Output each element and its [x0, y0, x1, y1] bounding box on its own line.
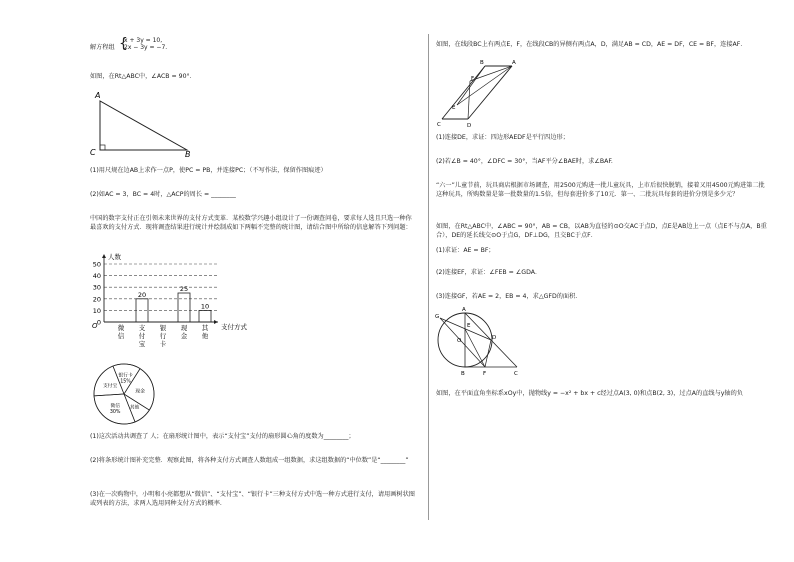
system-label: 解方程组 [90, 44, 115, 51]
survey-q2: (2)将条形统计图补充完整．观察此图，将各种支付方式调查人数组成一组数据，求这组数据的“中位数”是“________” [90, 457, 409, 464]
circle-problem-intro: 如图，在Rt△ABC中，∠ABC = 90°，AB = CB，以AB为直径的⊙O交AC于点D，点E是AB边上一点（点E不与点A，B重合），DE的延长线交⊙O于点G，DF⊥DG，且交BC于点F． [436, 223, 767, 239]
triangle-problem-intro: 如图，在Rt△ABC中，∠ACB = 90°． [90, 73, 196, 80]
x-tick-label: 宝 [138, 340, 146, 348]
label-a: A [95, 91, 101, 100]
y-tick-label: 50 [92, 260, 101, 269]
label-c: C [437, 122, 441, 128]
x-tick-label: 其 [201, 324, 209, 332]
y-tick-label: 10 [92, 306, 101, 315]
y-tick-label: 40 [92, 272, 101, 281]
triangle-abc [100, 101, 187, 150]
label-f: F [471, 76, 475, 82]
segment-df [485, 340, 491, 367]
survey-q1: (1)这次活动共调查了 人；在扇形统计图中，表示“支付宝”支付的扇形圆心角的度数为________； [90, 433, 355, 440]
brace-symbol: { [119, 36, 128, 52]
triangle-q2: (2)如AC = 3，BC = 4时，△ACP的周长 = ________ [90, 191, 236, 198]
pie-slice-label: 其他 [129, 405, 140, 411]
circle-q2: (2)连接EF，求证：∠FEB = ∠GDA． [436, 269, 542, 276]
segment-gd [440, 318, 491, 340]
pie-slice-percent: 15% [120, 379, 131, 385]
x-tick-label: 支 [138, 324, 146, 332]
circle-q3: (3)连接GF，若AE = 2，EB = 4，求△GFD的面积. [436, 293, 578, 300]
parabola-problem: 如图，在平面直角坐标系xOy中，抛物线y = −x² + bx + c经过点A(3, 0)和点B(2, 3)，过点A的直线与y轴的负 [436, 390, 743, 397]
label-e: E [467, 323, 471, 329]
label-b: B [480, 60, 484, 66]
x-tick-label: 信 [117, 332, 125, 340]
x-tick-label: 行 [159, 332, 167, 340]
label-o: O [457, 338, 462, 344]
equation-1: x + 3y = 10, [124, 37, 163, 44]
right-angle-mark [100, 145, 105, 150]
label-a: A [512, 60, 516, 66]
survey-intro: 中国的数字支付正在引领未来世界的支付方式变革．某校数学兴趣小组设计了一份调查问卷，要求每人选且只选一种你最喜欢的支付方式．现将调查结果进行统计并绘制成如下两幅不完整的统计图，请结合图中所给的信息解答下列问题： [90, 215, 412, 231]
origin-label: O [92, 322, 98, 330]
label-f: F [483, 371, 487, 377]
y-tick-label: 20 [92, 295, 101, 304]
system-brace [119, 36, 168, 52]
y-axis-label: 人数 [108, 253, 121, 261]
y-tick-label: 0 [96, 318, 101, 327]
x-tick-label: 微 [117, 324, 125, 332]
x-tick-label: 他 [201, 332, 209, 340]
label-c: C [90, 148, 96, 157]
bar [178, 293, 190, 322]
x-axis-label: 支付方式 [221, 323, 247, 331]
y-tick-label: 30 [92, 283, 101, 292]
survey-q3: (3)在一次购物中，小明和小亮都想从“微信”、“支付宝”、“银行卡”三种支付方式中选一种方式进行支付，请用画树状图或列表的方法，求两人选用同种支付方式的概率. [90, 491, 415, 507]
bar-data-label: 20 [137, 290, 147, 299]
column-divider [428, 34, 429, 520]
equation-2: 2x − 3y = −7. [124, 44, 168, 51]
label-b: B [461, 371, 465, 377]
parallelogram-intro: 如图，在线段BC上有两点E，F，在线段CB的异侧有两点A，D，满足AB = CD，AE = DF，CE = BF，连接AF． [436, 41, 747, 48]
label-d: D [492, 335, 497, 341]
label-b: B [185, 150, 191, 159]
label-c: C [514, 371, 518, 377]
toy-problem: “六一”儿童节前，玩具商店根据市场调查，用2500元购进一批儿童玩具，上市后很快脱销，接着又用4500元购进第二批这种玩具，所购数量是第一批数量的1.5倍，但每套进价多了10元．第一、二批玩具每套的进价分别是多少元？ [436, 182, 765, 198]
bar-data-label: 25 [179, 285, 189, 293]
circle-q1: (1)求证：AE = BF； [436, 247, 495, 254]
x-tick-label: 现 [180, 324, 188, 332]
pie-slice-percent: 30% [109, 409, 121, 415]
bar [199, 310, 211, 322]
bar-data-label: 10 [200, 302, 210, 311]
label-e: E [452, 105, 456, 111]
label-d: D [467, 123, 472, 129]
x-tick-label: 金 [180, 332, 188, 340]
x-tick-label: 银 [159, 324, 167, 332]
x-axis-arrow [214, 320, 218, 324]
x-tick-label: 卡 [159, 340, 167, 348]
pie-slice-label: 现金 [135, 389, 145, 395]
y-axis-arrow [102, 254, 106, 258]
parallelogram-q2: (2)若∠B = 40°，∠DFC = 30°，当AF平分∠BAE时，求∠BAF. [436, 158, 613, 165]
pie-slice-label: 微信 [110, 403, 120, 409]
triangle-q1: (1)用尺规在边AB上求作一点P，使PC = PB，并连接PC；（不写作法，保留作图痕迹） [90, 167, 327, 174]
pie-slice-label: 银行卡 [118, 373, 133, 379]
segment-bc-left [442, 66, 485, 119]
label-g: G [435, 314, 440, 320]
x-tick-label: 付 [138, 332, 146, 340]
pie-slice-label: 支付宝 [102, 384, 118, 390]
parallelogram-q1: (1)连接DE，求证：四边形AEDF是平行四边形； [436, 134, 569, 141]
segment-be [457, 66, 485, 105]
label-a: A [462, 307, 466, 313]
